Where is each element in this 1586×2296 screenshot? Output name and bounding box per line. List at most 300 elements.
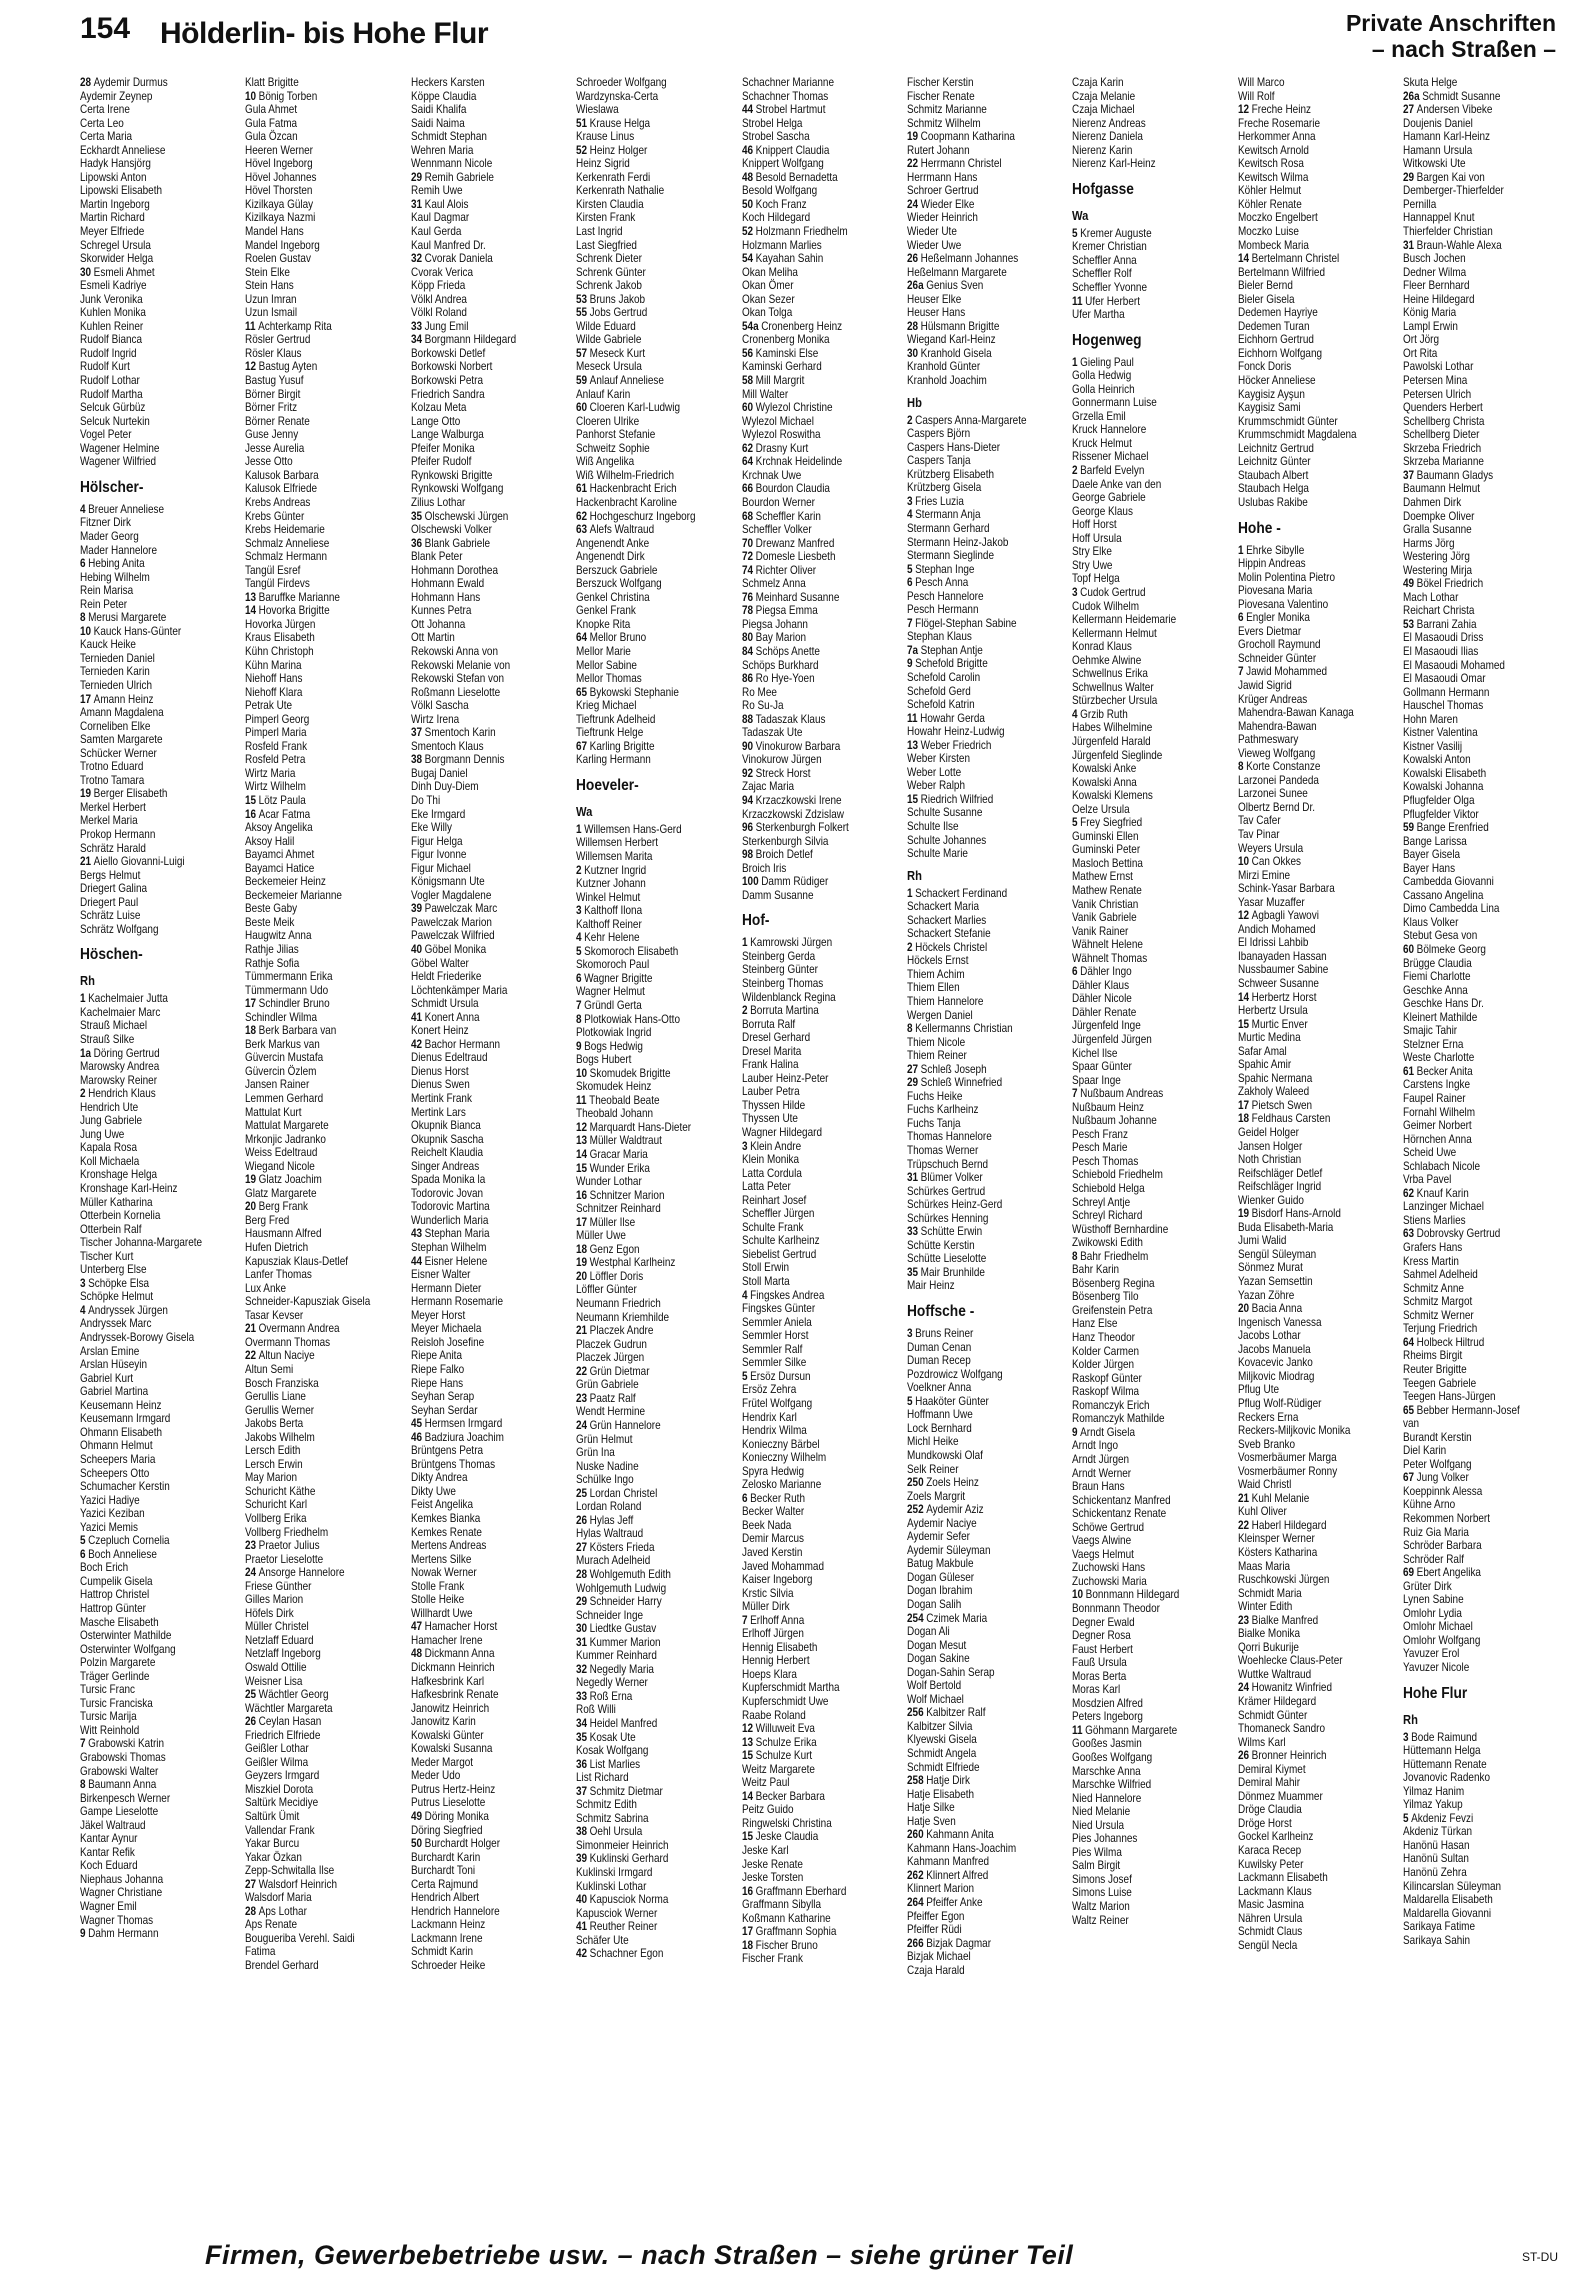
resident-name: Howanitz Winfried: [1251, 1681, 1332, 1695]
house-number: 67: [576, 739, 588, 753]
resident-entry: [80, 1087, 243, 1101]
resident-name: Borgmann Dennis: [424, 753, 505, 767]
resident-entry: [245, 780, 408, 794]
resident-entry: [411, 144, 574, 158]
resident-name: Molin Polentina Pietro: [1237, 570, 1335, 584]
resident-entry: [245, 374, 408, 388]
resident-entry: [576, 496, 739, 510]
resident-entry: [80, 869, 243, 883]
column-4: [576, 76, 717, 2226]
resident-entry: [245, 1282, 408, 1296]
resident-name: Romanczyk Mathilde: [1072, 1412, 1165, 1426]
resident-name: Reichart Christa: [1403, 604, 1475, 618]
resident-entry: [1238, 693, 1401, 707]
resident-entry: [80, 584, 243, 598]
resident-name: Koch Eduard: [80, 1859, 138, 1873]
resident-entry: [411, 564, 574, 578]
house-number: 13: [741, 1735, 753, 1749]
house-number: 7: [576, 999, 582, 1012]
resident-entry: [1403, 1839, 1566, 1853]
resident-entry: [1403, 266, 1566, 280]
resident-entry: [1238, 1627, 1401, 1641]
resident-name: May Marion: [245, 1471, 298, 1485]
resident-entry: [576, 550, 739, 564]
resident-name: Kress Martin: [1403, 1254, 1460, 1268]
resident-name: Berszuck Gabriele: [576, 563, 658, 577]
resident-entry: [80, 1819, 243, 1833]
house-number: 64: [741, 455, 753, 469]
resident-name: Gabriel Martina: [80, 1385, 149, 1399]
resident-entry: [576, 374, 739, 388]
resident-name: Schulte Johannes: [906, 833, 987, 847]
house-number: 22: [906, 157, 919, 171]
resident-name: Wieder Ute: [906, 225, 957, 239]
resident-entry: [1403, 144, 1566, 158]
resident-entry: [411, 821, 574, 835]
resident-name: Vanik Rainer: [1072, 924, 1129, 938]
resident-name: Schuricht Käthe: [245, 1484, 316, 1498]
resident-entry: [411, 1553, 574, 1567]
resident-entry: [576, 972, 739, 986]
resident-entry: [245, 1498, 408, 1512]
resident-name: Tursic Franciska: [80, 1696, 153, 1710]
resident-entry: [742, 1939, 905, 1953]
resident-entry: [1403, 469, 1566, 483]
resident-name: Skrzeba Marianne: [1403, 455, 1485, 469]
house-number: 59: [1403, 821, 1415, 835]
resident-entry: [1072, 1385, 1235, 1399]
resident-entry: [1072, 654, 1235, 668]
house-number: 65: [1403, 1403, 1415, 1417]
resident-entry: [80, 1805, 243, 1819]
resident-entry: [576, 1825, 739, 1839]
resident-name: Dienus Swen: [410, 1078, 470, 1092]
resident-name: Löffler Doris: [589, 1269, 644, 1283]
resident-name: Herbertz Ursula: [1237, 1004, 1308, 1018]
resident-name: Strobel Sascha: [741, 130, 810, 144]
district-label: Wa: [1072, 207, 1089, 223]
resident-name: Mill Walter: [741, 387, 788, 401]
resident-name: Todorovic Jovan: [410, 1186, 483, 1200]
resident-entry: [80, 1196, 243, 1210]
resident-entry: [80, 828, 243, 842]
house-number: 31: [906, 1171, 919, 1185]
resident-name: Degner Ewald: [1072, 1615, 1135, 1629]
house-number: 8: [576, 1012, 582, 1026]
resident-entry: [411, 1133, 574, 1147]
resident-entry: [80, 171, 243, 185]
resident-name: Gracar Maria: [589, 1148, 649, 1162]
resident-name: Hylas Waltraud: [576, 1527, 644, 1541]
resident-name: Kuklinski Lothar: [576, 1879, 647, 1893]
resident-entry: [1238, 787, 1401, 801]
house-number: 45: [410, 1417, 422, 1431]
resident-entry: [411, 333, 574, 347]
resident-entry: [1072, 1277, 1235, 1291]
house-number: 56: [741, 346, 753, 360]
resident-name: Mader Hannelore: [80, 543, 158, 557]
resident-name: Schröder Barbara: [1403, 1539, 1482, 1553]
resident-entry: [1403, 1744, 1566, 1758]
resident-name: Lanfer Thomas: [245, 1268, 313, 1282]
resident-name: Kosak Wolfgang: [576, 1744, 649, 1758]
resident-name: Meyer Horst: [410, 1308, 466, 1322]
resident-name: Netzlaff Ingeborg: [245, 1647, 322, 1661]
resident-entry: [742, 1681, 905, 1695]
resident-name: Duman Cenan: [906, 1340, 972, 1354]
resident-name: Jobs Gertrud: [589, 306, 648, 320]
resident-entry: [1072, 1412, 1235, 1426]
resident-name: Kewitsch Rosa: [1237, 157, 1304, 171]
resident-entry: [1238, 733, 1401, 747]
resident-name: Overmann Andrea: [259, 1322, 340, 1336]
resident-entry: [1238, 1289, 1401, 1303]
resident-name: Skorwider Helga: [80, 252, 154, 266]
resident-entry: [411, 1837, 574, 1851]
resident-entry: [1238, 1302, 1401, 1316]
house-number: 43: [410, 1227, 422, 1241]
resident-name: Bruns Jakob: [589, 292, 646, 306]
resident-name: Baruffke Marianne: [259, 590, 341, 604]
resident-name: Borkowski Norbert: [410, 360, 493, 374]
resident-name: Sterkenburgh Silvia: [741, 834, 829, 848]
resident-entry: [1403, 699, 1566, 713]
resident-entry: [80, 117, 243, 131]
resident-entry: [1072, 157, 1235, 171]
resident-name: Geidel Holger: [1237, 1126, 1299, 1140]
resident-entry: [80, 855, 243, 869]
house-number: 260: [906, 1828, 924, 1842]
resident-entry: [1072, 911, 1235, 925]
resident-entry: [907, 927, 1070, 941]
resident-name: Barfeld Evelyn: [1080, 464, 1145, 478]
resident-name: Klinnert Alfred: [926, 1868, 989, 1882]
resident-entry: [576, 1067, 739, 1081]
resident-entry: [1238, 1099, 1401, 1113]
resident-entry: [576, 891, 739, 905]
resident-entry: [245, 1038, 408, 1052]
resident-entry: [742, 1370, 905, 1384]
resident-name: Konert Heinz: [410, 1024, 469, 1038]
resident-entry: [245, 672, 408, 686]
resident-entry: [1238, 1370, 1401, 1384]
resident-name: Mertens Andreas: [410, 1539, 487, 1553]
resident-entry: [245, 333, 408, 347]
house-number: 42: [410, 1037, 422, 1051]
resident-entry: [1238, 1140, 1401, 1154]
resident-entry: [1072, 1914, 1235, 1928]
resident-entry: [1072, 1141, 1235, 1155]
resident-entry: [742, 1817, 905, 1831]
resident-name: Kalbitzer Ralf: [926, 1706, 986, 1720]
resident-entry: [245, 1593, 408, 1607]
resident-name: Yavuzer Erol: [1403, 1647, 1460, 1661]
resident-name: Aydemir Aziz: [926, 1503, 984, 1517]
resident-name: Höckels Christel: [915, 940, 988, 954]
resident-name: Klyewski Gisela: [906, 1733, 977, 1747]
resident-name: Zoels Margrit: [906, 1489, 966, 1503]
resident-entry: [576, 1690, 739, 1704]
resident-entry: [907, 1815, 1070, 1829]
resident-name: Arndt Gisela: [1080, 1425, 1136, 1439]
resident-entry: [1238, 1858, 1401, 1872]
street-heading: Hohe -: [1237, 519, 1281, 537]
resident-entry: [742, 835, 905, 849]
resident-entry: [742, 1397, 905, 1411]
resident-name: Wergen Daniel: [906, 1008, 973, 1022]
resident-entry: [411, 198, 574, 212]
resident-name: Hafkesbrink Karl: [410, 1674, 484, 1688]
resident-name: Schweitz Sophie: [576, 441, 650, 455]
resident-name: Haugwitz Anna: [245, 929, 312, 943]
resident-entry: [907, 508, 1070, 522]
resident-name: Kemkes Bianka: [410, 1511, 481, 1525]
resident-entry: [411, 442, 574, 456]
resident-name: Kewitsch Arnold: [1237, 143, 1309, 157]
resident-entry: [411, 1377, 574, 1391]
resident-name: Marschke Wilfried: [1072, 1778, 1152, 1792]
resident-name: Wiß Angelika: [576, 455, 635, 469]
street-heading: Hof-: [741, 912, 770, 930]
resident-name: Dedemen Turan: [1237, 319, 1310, 333]
resident-entry: [742, 1858, 905, 1872]
resident-name: Thiem Achim: [906, 967, 965, 981]
resident-name: Wennmann Nicole: [410, 157, 493, 171]
resident-name: Kayahan Sahin: [755, 252, 823, 266]
resident-entry: [1403, 604, 1566, 618]
resident-name: Zuchowski Maria: [1072, 1574, 1148, 1588]
resident-entry: [80, 992, 243, 1006]
house-number: 21: [1237, 1491, 1249, 1505]
resident-name: Ternieden Daniel: [80, 651, 155, 665]
house-number: 55: [576, 306, 588, 320]
resident-name: Schleß Winnefried: [920, 1076, 1003, 1090]
resident-name: Königsmann Ute: [410, 875, 485, 889]
resident-name: Lux Anke: [245, 1281, 287, 1295]
resident-name: Schreyl Antje: [1072, 1195, 1131, 1209]
resident-name: Mill Margrit: [755, 374, 804, 388]
resident-name: Hövel Johannes: [245, 170, 317, 184]
resident-name: Haaköter Günter: [915, 1394, 989, 1408]
resident-name: Ternieden Ulrich: [80, 678, 153, 692]
resident-name: Becker Ruth: [749, 1491, 805, 1505]
resident-name: Lock Bernhard: [906, 1421, 972, 1435]
resident-name: Jürgenfeld Jürgen: [1072, 1033, 1153, 1046]
resident-name: Olschewski Jürgen: [424, 509, 509, 523]
resident-entry: [80, 1304, 243, 1318]
house-number: 15: [245, 793, 257, 807]
house-number: 46: [741, 143, 753, 157]
resident-name: Jeske Renate: [741, 1857, 803, 1871]
resident-entry: [742, 618, 905, 632]
resident-entry: [742, 266, 905, 280]
house-number: 264: [906, 1896, 924, 1909]
resident-entry: [576, 1365, 739, 1379]
resident-entry: [907, 563, 1070, 577]
resident-entry: [576, 293, 739, 307]
resident-name: Strauß Silke: [80, 1033, 135, 1046]
resident-name: Borgmann Hildegard: [424, 333, 516, 347]
resident-name: Samten Margarete: [80, 733, 163, 747]
resident-entry: [1072, 1805, 1235, 1819]
resident-entry: [411, 469, 574, 483]
resident-entry: [1238, 1939, 1401, 1953]
resident-entry: [1403, 957, 1566, 971]
resident-name: Genkel Frank: [576, 604, 637, 618]
resident-entry: [1238, 869, 1401, 883]
resident-entry: [80, 401, 243, 415]
resident-entry: [1403, 1880, 1566, 1894]
resident-name: Grün Ina: [576, 1446, 615, 1460]
resident-entry: [245, 726, 408, 740]
resident-name: Schneider Harry: [589, 1595, 662, 1609]
resident-name: Mellor Marie: [576, 644, 632, 658]
resident-entry: [742, 293, 905, 307]
resident-entry: [742, 550, 905, 564]
resident-entry: [411, 1959, 574, 1973]
resident-entry: [411, 659, 574, 673]
resident-name: Hafkesbrink Renate: [410, 1688, 499, 1702]
house-number: 50: [741, 197, 753, 211]
resident-name: Moczko Engelbert: [1237, 211, 1318, 225]
resident-entry: [80, 1290, 243, 1304]
resident-name: Seyhan Serdar: [410, 1403, 478, 1417]
resident-entry: [80, 1561, 243, 1575]
resident-name: Liedtke Gustav: [589, 1622, 657, 1636]
resident-entry: [742, 211, 905, 225]
resident-name: Anlauf Karin: [576, 387, 631, 401]
resident-name: Bogs Hubert: [576, 1053, 632, 1067]
resident-name: Schmitz Margot: [1403, 1295, 1473, 1309]
column-5: [742, 76, 883, 2226]
resident-entry: [80, 1250, 243, 1264]
resident-name: Drasny Kurt: [755, 441, 808, 455]
resident-name: Theobald Johann: [576, 1107, 654, 1121]
resident-name: Rekowski Stefan von: [410, 672, 504, 686]
resident-entry: [1403, 1322, 1566, 1336]
house-number: 84: [741, 644, 753, 658]
resident-name: Mertink Frank: [410, 1092, 472, 1106]
resident-name: Reckers Erna: [1237, 1410, 1299, 1424]
resident-entry: [742, 1587, 905, 1601]
resident-entry: [1403, 984, 1566, 998]
resident-name: Spahic Amir: [1237, 1058, 1291, 1072]
resident-name: Lampl Erwin: [1403, 319, 1458, 333]
resident-entry: [245, 821, 408, 835]
resident-name: Stürzbecher Ursula: [1072, 694, 1158, 708]
house-number: 53: [576, 292, 588, 306]
resident-entry: [245, 90, 408, 104]
resident-name: Aydemir Naciye: [906, 1516, 977, 1530]
resident-entry: [80, 239, 243, 253]
resident-entry: [411, 1363, 574, 1377]
resident-entry: [742, 510, 905, 524]
resident-name: Degner Rosa: [1072, 1629, 1132, 1643]
resident-name: Dienus Horst: [410, 1064, 469, 1078]
resident-name: Koch Hildegard: [741, 211, 810, 225]
resident-entry: [1403, 1282, 1566, 1296]
house-number: 47: [410, 1620, 422, 1634]
resident-name: Waid Christl: [1237, 1478, 1292, 1492]
resident-entry: [1403, 1934, 1566, 1948]
resident-entry: [576, 1243, 739, 1257]
resident-entry: [245, 713, 408, 727]
resident-entry: [411, 929, 574, 943]
resident-entry: [411, 835, 574, 849]
resident-name: Arndt Ingo: [1072, 1439, 1119, 1453]
resident-entry: [1238, 1898, 1401, 1912]
resident-entry: [907, 766, 1070, 780]
resident-entry: [576, 1040, 739, 1054]
resident-name: Baumann Helmut: [1403, 482, 1481, 496]
resident-name: Berk Barbara van: [259, 1024, 337, 1038]
resident-entry: [1403, 388, 1566, 402]
resident-name: Rynkowski Wolfgang: [410, 482, 504, 496]
resident-name: Wylezol Christine: [755, 401, 833, 415]
resident-name: Smentoch Klaus: [410, 739, 484, 753]
resident-name: Masloch Bettina: [1072, 856, 1144, 870]
house-number: 8: [906, 1022, 913, 1036]
resident-name: Mombeck Maria: [1237, 238, 1309, 252]
resident-entry: [576, 239, 739, 253]
resident-entry: [411, 1891, 574, 1905]
resident-entry: [411, 252, 574, 266]
resident-name: Grün Gabriele: [576, 1378, 639, 1392]
resident-entry: [1403, 726, 1566, 740]
resident-entry: [907, 1022, 1070, 1036]
resident-name: Aps Lothar: [259, 1904, 308, 1918]
resident-name: Schütte Kerstin: [906, 1238, 975, 1252]
resident-entry: [80, 157, 243, 171]
resident-name: Zilius Lothar: [410, 495, 466, 509]
resident-entry: [411, 266, 574, 280]
resident-name: Cvorak Verica: [410, 265, 473, 279]
resident-name: Neumann Kriemhilde: [576, 1310, 670, 1324]
resident-entry: [576, 442, 739, 456]
resident-name: Hendrich Hannelore: [410, 1904, 500, 1918]
house-number: 6: [741, 1491, 748, 1505]
house-number: 52: [576, 143, 588, 157]
resident-name: Bölmeke Georg: [1416, 943, 1487, 956]
resident-name: Jesse Aurelia: [245, 441, 305, 455]
resident-name: Grzib Ruth: [1080, 707, 1129, 721]
resident-entry: [1238, 842, 1401, 856]
house-number: 29: [410, 170, 422, 184]
resident-name: Last Siegfried: [576, 238, 638, 252]
resident-entry: [411, 1227, 574, 1241]
resident-entry: [245, 198, 408, 212]
resident-name: Nähren Ursula: [1237, 1911, 1303, 1925]
resident-entry: [1072, 1196, 1235, 1210]
house-number: 5: [906, 1394, 913, 1408]
house-number: 50: [410, 1837, 422, 1851]
resident-entry: [80, 1927, 243, 1941]
resident-entry: [1238, 279, 1401, 293]
resident-name: Stermann Anja: [915, 508, 981, 522]
resident-name: Schmitz Marianne: [906, 103, 987, 117]
house-number: 14: [576, 1148, 588, 1162]
resident-entry: [1403, 496, 1566, 510]
house-number: 5: [906, 562, 913, 576]
resident-name: Kuklinski Gerhard: [589, 1852, 669, 1866]
house-number: 13: [576, 1134, 588, 1148]
resident-entry: [80, 1900, 243, 1914]
resident-name: Gockel Karlheinz: [1237, 1830, 1314, 1844]
resident-name: Weber Lotte: [906, 765, 962, 779]
resident-entry: [411, 1322, 574, 1336]
resident-entry: [907, 184, 1070, 198]
resident-name: Witt Reinhold: [80, 1723, 140, 1737]
